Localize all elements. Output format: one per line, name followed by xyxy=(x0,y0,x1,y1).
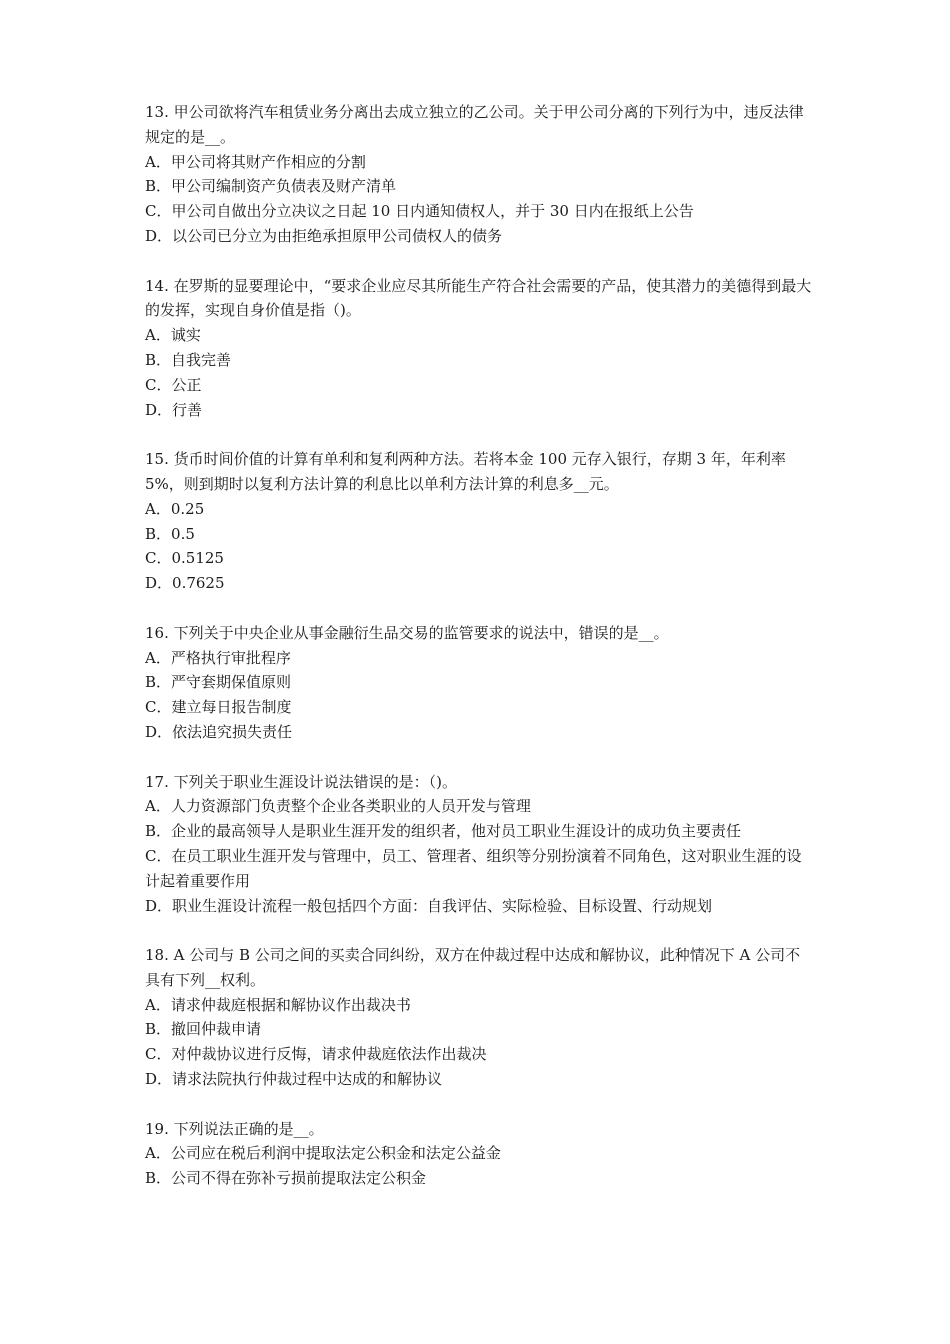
option-a: A．人力资源部门负责整个企业各类职业的人员开发与管理 xyxy=(145,797,531,816)
question-stem: 16. 下列关于中央企业从事金融衍生品交易的监管要求的说法中，错误的是__。 xyxy=(145,623,669,642)
option-d: D．以公司已分立为由拒绝承担原甲公司债权人的债务 xyxy=(145,226,503,245)
question-15 xyxy=(145,447,815,596)
option-b: B．严守套期保值原则 xyxy=(145,673,292,692)
question-16 xyxy=(145,621,815,745)
question-stem: 19. 下列说法正确的是__。 xyxy=(145,1119,324,1138)
option-c: C．公正 xyxy=(145,375,202,394)
option-c: C．建立每日报告制度 xyxy=(145,698,292,717)
question-stem: 13. 甲公司欲将汽车租赁业务分离出去成立独立的乙公司。关于甲公司分离的下列行为中，违反法律规定的是__。 xyxy=(145,103,804,146)
option-b: B．撤回仲裁申请 xyxy=(145,1020,262,1039)
option-c: C．对仲裁协议进行反悔，请求仲裁庭依法作出裁决 xyxy=(145,1045,487,1064)
question-stem: 14. 在罗斯的显要理论中，“要求企业应尽其所能生产符合社会需要的产品，使其潜力的美德得到最大的发挥，实现自身价值是指（)。 xyxy=(145,276,812,320)
option-b: B．企业的最高领导人是职业生涯开发的组织者，他对员工职业生涯设计的成功负主要责任 xyxy=(145,822,742,841)
option-a: A．请求仲裁庭根据和解协议作出裁决书 xyxy=(145,995,411,1014)
document-page xyxy=(145,100,815,1216)
option-c: C．甲公司自做出分立决议之日起 10 日内通知债权人，并于 30 日内在报纸上公告 xyxy=(145,202,694,221)
question-17 xyxy=(145,770,815,919)
option-c: C．在员工职业生涯开发与管理中，员工、管理者、组织等分别扮演着不同角色，这对职业生涯的设计起着重要作用 xyxy=(145,846,802,890)
option-b: B．0.5 xyxy=(145,524,195,543)
question-19 xyxy=(145,1117,815,1191)
option-a: A．甲公司将其财产作相应的分割 xyxy=(145,152,366,171)
question-13 xyxy=(145,100,815,249)
question-stem: 15. 货币时间价值的计算有单利和复利两种方法。若将本金 100 元存入银行，存期 3 年，年利率 5%，则到期时以复利方法计算的利息比以单利方法计算的利息多__元。 xyxy=(145,450,786,493)
option-a: A．0.25 xyxy=(145,499,205,518)
option-b: B．自我完善 xyxy=(145,350,232,369)
question-18 xyxy=(145,943,815,1092)
question-stem: 17. 下列关于职业生涯设计说法错误的是：（)。 xyxy=(145,772,457,791)
option-d: D．职业生涯设计流程一般包括四个方面：自我评估、实际检验、目标设置、行动规划 xyxy=(145,896,713,915)
question-stem: 18. A 公司与 B 公司之间的买卖合同纠纷，双方在仲裁过程中达成和解协议，此种情况下 A 公司不具有下列__权利。 xyxy=(145,946,801,989)
option-a: A．诚实 xyxy=(145,326,201,345)
option-d: D．请求法院执行仲裁过程中达成的和解协议 xyxy=(145,1070,443,1089)
option-c: C．0.5125 xyxy=(145,549,224,568)
option-a: A．严格执行审批程序 xyxy=(145,648,291,667)
option-b: B．甲公司编制资产负债表及财产清单 xyxy=(145,177,397,196)
option-d: D．行善 xyxy=(145,400,203,419)
option-d: D．依法追究损失责任 xyxy=(145,722,293,741)
question-14 xyxy=(145,274,815,423)
option-b: B．公司不得在弥补亏损前提取法定公积金 xyxy=(145,1169,427,1188)
option-d: D．0.7625 xyxy=(145,574,225,593)
option-a: A．公司应在税后利润中提取法定公积金和法定公益金 xyxy=(145,1144,501,1163)
